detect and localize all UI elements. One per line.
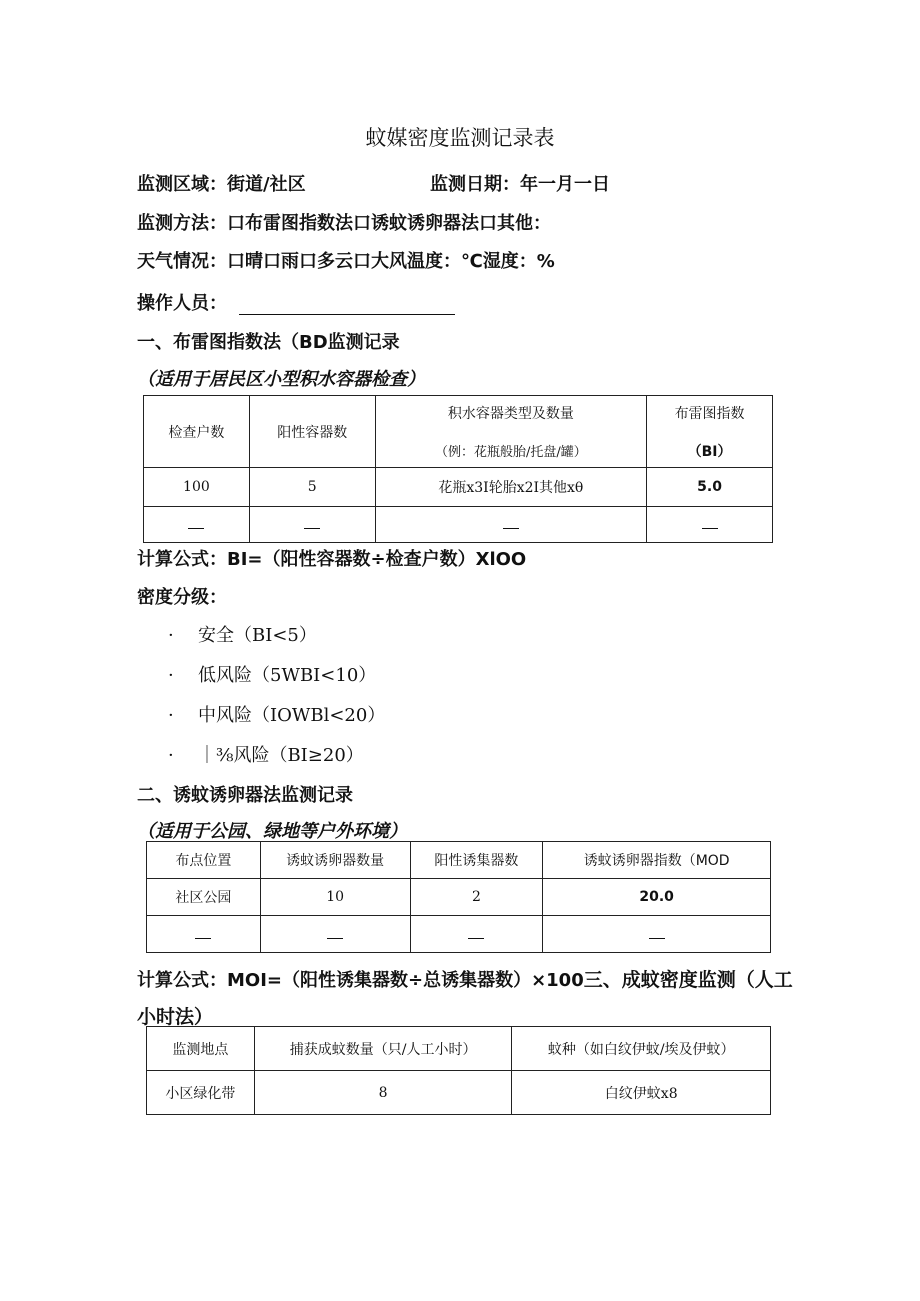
cell-site: 小区绿化带 bbox=[147, 1071, 255, 1115]
blank-dash bbox=[503, 516, 519, 529]
monitoring-area-label: 监测区域：街道/社区 bbox=[137, 174, 306, 195]
operator-row bbox=[137, 289, 455, 315]
header-container-types bbox=[375, 396, 647, 468]
bi-formula-text: 计算公式：BI=（阳性容器数÷检查户数）XlOO bbox=[137, 549, 527, 570]
table-row bbox=[144, 507, 773, 543]
header-bi bbox=[647, 396, 773, 468]
level-high: ｜⅜风险（BI≥20） bbox=[198, 745, 364, 766]
section1-subheading: （适用于居民区小型积水容器检查） bbox=[137, 369, 425, 390]
header-moi bbox=[543, 842, 771, 879]
table-header-row bbox=[144, 396, 773, 468]
blank-dash bbox=[304, 516, 320, 529]
cell-species: 白纹伊蚊x8 bbox=[512, 1071, 771, 1115]
section1-heading: 一、布雷图指数法（BD监测记录 bbox=[137, 332, 400, 353]
blank-cell[interactable] bbox=[260, 916, 410, 953]
cell-bi-value: 5.0 bbox=[647, 468, 773, 507]
density-grading-label: 密度分级： bbox=[137, 587, 227, 608]
operator-field[interactable] bbox=[239, 296, 455, 315]
blank-cell[interactable] bbox=[147, 916, 261, 953]
level-safe: 安全（BI<5） bbox=[198, 625, 317, 646]
cell-moi-value: 20.0 bbox=[543, 879, 771, 916]
moi-formula bbox=[137, 965, 793, 992]
section3-heading-end: 小时法） bbox=[137, 1006, 214, 1028]
monitoring-date-label: 监测日期：年一月一日 bbox=[430, 174, 610, 195]
level-item bbox=[168, 621, 317, 647]
table-row bbox=[147, 916, 771, 953]
header-catch-count: 捕获成蚊数量（只/人工小时） bbox=[254, 1027, 512, 1071]
cell-catch-count: 8 bbox=[254, 1071, 512, 1115]
cell-container-types: 花瓶x3I轮胎x2I其他xθ bbox=[375, 468, 647, 507]
level-item bbox=[168, 701, 385, 727]
blank-dash bbox=[327, 926, 343, 939]
cell-location: 社区公园 bbox=[147, 879, 261, 916]
table-row bbox=[147, 1071, 771, 1115]
header-bi-line2: （BI） bbox=[687, 443, 732, 460]
cell-positive-traps: 2 bbox=[410, 879, 543, 916]
header-container-types-line1: 积水容器类型及数量 bbox=[447, 406, 574, 422]
header-location: 布点位置 bbox=[147, 842, 261, 879]
header-species: 蚊种（如白纹伊蚊/埃及伊蚊） bbox=[512, 1027, 771, 1071]
moi-table bbox=[146, 841, 771, 953]
bullet: · bbox=[168, 625, 174, 646]
bullet: · bbox=[168, 745, 174, 766]
header-site: 监测地点 bbox=[147, 1027, 255, 1071]
table-row bbox=[144, 468, 773, 507]
header-container-types-line2: （例：花瓶般胎/托盘/罐） bbox=[434, 445, 587, 460]
table-row bbox=[147, 879, 771, 916]
blank-dash bbox=[188, 516, 204, 529]
blank-dash bbox=[649, 926, 665, 939]
blank-cell[interactable] bbox=[647, 507, 773, 543]
section2-subheading: （适用于公园、绿地等户外环境） bbox=[137, 821, 407, 842]
table-header-row bbox=[147, 1027, 771, 1071]
blank-cell[interactable] bbox=[144, 507, 250, 543]
blank-cell[interactable] bbox=[375, 507, 647, 543]
level-item bbox=[168, 661, 376, 687]
level-item bbox=[168, 741, 364, 767]
operator-label: 操作人员： bbox=[137, 293, 227, 314]
section3-heading-start: 三、成蚊密度监测（人工 bbox=[583, 969, 793, 991]
header-positive-traps: 阳性诱集器数 bbox=[410, 842, 543, 879]
bullet: · bbox=[168, 705, 174, 726]
blank-dash bbox=[702, 516, 718, 529]
table-header-row bbox=[147, 842, 771, 879]
bullet: · bbox=[168, 665, 174, 686]
bi-table bbox=[143, 395, 773, 543]
blank-cell[interactable] bbox=[543, 916, 771, 953]
header-moi-text: 诱蚊诱卵器指数（MOD bbox=[583, 853, 730, 869]
bi-formula bbox=[137, 545, 526, 571]
cell-households: 100 bbox=[144, 468, 250, 507]
blank-cell[interactable] bbox=[410, 916, 543, 953]
blank-dash bbox=[468, 926, 484, 939]
header-trap-count: 诱蚊诱卵器数量 bbox=[260, 842, 410, 879]
header-bi-line1: 布雷图指数 bbox=[674, 405, 745, 422]
monitoring-method-label: 监测方法：口布雷图指数法口诱蚊诱卵器法口其他： bbox=[137, 213, 551, 234]
section2-heading: 二、诱蚊诱卵器法监测记录 bbox=[137, 785, 353, 806]
cell-trap-count: 10 bbox=[260, 879, 410, 916]
blank-dash bbox=[195, 926, 211, 939]
header-households: 检查户数 bbox=[144, 396, 250, 468]
level-low: 低风险（5WBI<10） bbox=[198, 665, 377, 686]
header-positive-containers: 阳性容器数 bbox=[249, 396, 375, 468]
level-medium: 中风险（IOWBl<20） bbox=[198, 705, 386, 726]
adult-mosquito-table bbox=[146, 1026, 771, 1115]
weather-label: 天气情况：口晴口雨口多云口大风温度：℃湿度：% bbox=[137, 251, 555, 272]
blank-cell[interactable] bbox=[249, 507, 375, 543]
cell-positive-containers: 5 bbox=[249, 468, 375, 507]
document-title: 蚊媒密度监测记录表 bbox=[365, 126, 555, 150]
moi-formula-text: 计算公式：MOI=（阳性诱集器数÷总诱集器数）×100 bbox=[137, 970, 584, 991]
